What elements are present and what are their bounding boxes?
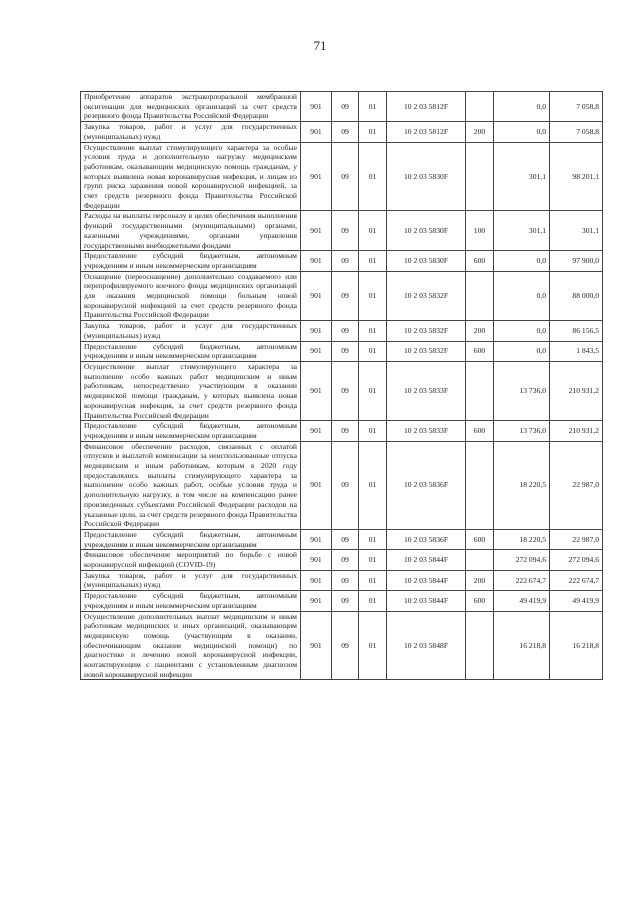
section-code: 09	[332, 361, 359, 420]
expense-type-code	[466, 611, 494, 680]
expense-type-code: 100	[466, 211, 494, 251]
table-row	[81, 361, 603, 420]
target-article-code: 10 2 03 5833F	[387, 361, 466, 420]
row-description: Финансовое обеспечение мероприятий по борьбе с новой коронавирусной инфекцией (COVID-19)	[81, 550, 301, 570]
section-code: 09	[332, 421, 359, 441]
expense-type-code: 200	[466, 570, 494, 590]
amount-2: 7 058,8	[550, 92, 603, 122]
subsection-code: 01	[359, 550, 387, 570]
expense-type-code: 600	[466, 529, 494, 549]
table-row	[81, 211, 603, 251]
amount-2: 272 094,6	[550, 550, 603, 570]
amount-1: 13 736,0	[494, 361, 550, 420]
amount-1: 0,0	[494, 92, 550, 122]
subsection-code: 01	[359, 570, 387, 590]
section-code: 09	[332, 211, 359, 251]
row-description: Предоставление субсидий бюджетным, автономным учреждениям и иным некоммерческим организациям	[81, 591, 301, 611]
amount-1: 301,1	[494, 211, 550, 251]
table-row	[81, 421, 603, 441]
target-article-code: 10 2 03 5830F	[387, 251, 466, 271]
amount-1: 16 218,8	[494, 611, 550, 680]
budget-table	[80, 91, 603, 680]
row-description: Закупка товаров, работ и услуг для государственных (муниципальных) нужд	[81, 570, 301, 590]
expense-type-code	[466, 142, 494, 211]
row-description: Закупка товаров, работ и услуг для государственных (муниципальных) нужд	[81, 122, 301, 142]
target-article-code: 10 2 03 5844F	[387, 570, 466, 590]
row-description: Расходы на выплаты персоналу в целях обеспечения выполнения функций государственными (муниципальными) органами, казенными учреждениями, органами управления государственными внебюджетными фондами	[81, 211, 301, 251]
section-code: 09	[332, 441, 359, 529]
row-description: Предоставление субсидий бюджетным, автономным учреждениям и иным некоммерческим организациям	[81, 529, 301, 549]
amount-1: 49 419,9	[494, 591, 550, 611]
amount-1: 0,0	[494, 321, 550, 341]
section-code: 09	[332, 122, 359, 142]
subsection-code: 01	[359, 341, 387, 361]
ministry-code: 901	[301, 421, 332, 441]
target-article-code: 10 2 03 5832F	[387, 321, 466, 341]
ministry-code: 901	[301, 92, 332, 122]
section-code: 09	[332, 321, 359, 341]
amount-1: 0,0	[494, 341, 550, 361]
row-description: Оснащение (переоснащение) дополнительно создаваемого или перепрофилируемого коечного фонда медицинских организаций для оказания медицинской помощи больным новой коронавирусной инфекцией за счет средств резервного фонда Правительства Российской Федерации	[81, 271, 301, 321]
table-row	[81, 441, 603, 529]
ministry-code: 901	[301, 122, 332, 142]
target-article-code: 10 2 03 5836F	[387, 529, 466, 549]
amount-1: 18 220,5	[494, 441, 550, 529]
target-article-code: 10 2 03 5844F	[387, 591, 466, 611]
ministry-code: 901	[301, 441, 332, 529]
subsection-code: 01	[359, 591, 387, 611]
amount-1: 0,0	[494, 271, 550, 321]
ministry-code: 901	[301, 361, 332, 420]
amount-1: 222 674,7	[494, 570, 550, 590]
expense-type-code: 600	[466, 341, 494, 361]
expense-type-code	[466, 92, 494, 122]
section-code: 09	[332, 251, 359, 271]
row-description: Предоставление субсидий бюджетным, автономным учреждениям и иным некоммерческим организациям	[81, 421, 301, 441]
expense-type-code	[466, 271, 494, 321]
row-description: Осуществление выплат стимулирующего характера за особые условия труда и дополнительную нагрузку медицинским работникам, оказывающим медицинскую помощь гражданам, у которых выявлена новая коронавирусная инфекция, и лицам из групп риска заражения новой коронавирусной инфекцией, за счет средств резервного фонда Правительства Российской Федерации	[81, 142, 301, 211]
row-description: Осуществление дополнительных выплат медицинским и иным работникам медицинских и иных организаций, оказывающим медицинскую помощь (участвующим в оказании, обеспечивающим оказание медицинской помощи) по диагностике и лечению новой коронавирусной инфекции, контактирующим с пациентами с установленным диагнозом новой коронавирусной инфекции	[81, 611, 301, 680]
ministry-code: 901	[301, 550, 332, 570]
target-article-code: 10 2 03 5830F	[387, 142, 466, 211]
section-code: 09	[332, 611, 359, 680]
subsection-code: 01	[359, 321, 387, 341]
amount-2: 86 156,5	[550, 321, 603, 341]
subsection-code: 01	[359, 211, 387, 251]
section-code: 09	[332, 550, 359, 570]
target-article-code: 10 2 03 5848F	[387, 611, 466, 680]
table-row	[81, 142, 603, 211]
expense-type-code	[466, 361, 494, 420]
subsection-code: 01	[359, 441, 387, 529]
amount-2: 210 931,2	[550, 361, 603, 420]
expense-type-code: 600	[466, 421, 494, 441]
row-description: Предоставление субсидий бюджетным, автономным учреждениям и иным некоммерческим организациям	[81, 251, 301, 271]
amount-1: 0,0	[494, 122, 550, 142]
section-code: 09	[332, 570, 359, 590]
expense-type-code: 200	[466, 122, 494, 142]
subsection-code: 01	[359, 122, 387, 142]
section-code: 09	[332, 341, 359, 361]
expense-type-code: 200	[466, 321, 494, 341]
target-article-code: 10 2 03 5812F	[387, 122, 466, 142]
amount-2: 301,1	[550, 211, 603, 251]
subsection-code: 01	[359, 361, 387, 420]
row-description: Осуществление выплат стимулирующего характера за выполнение особо важных работ медицинским и иным работникам, непосредственно участвующим в оказании медицинской помощи гражданам, у которых выявлена новая коронавирусная инфекция, за счет средств резервного фонда Правительства Российской Федерации	[81, 361, 301, 420]
ministry-code: 901	[301, 341, 332, 361]
target-article-code: 10 2 03 5836F	[387, 441, 466, 529]
subsection-code: 01	[359, 529, 387, 549]
page-number: 71	[313, 38, 327, 53]
ministry-code: 901	[301, 271, 332, 321]
subsection-code: 01	[359, 611, 387, 680]
ministry-code: 901	[301, 142, 332, 211]
subsection-code: 01	[359, 251, 387, 271]
target-article-code: 10 2 03 5844F	[387, 550, 466, 570]
ministry-code: 901	[301, 591, 332, 611]
table-row	[81, 591, 603, 611]
amount-2: 97 900,0	[550, 251, 603, 271]
ministry-code: 901	[301, 611, 332, 680]
table-row	[81, 92, 603, 122]
table-row	[81, 321, 603, 341]
subsection-code: 01	[359, 421, 387, 441]
ministry-code: 901	[301, 211, 332, 251]
amount-2: 7 058,8	[550, 122, 603, 142]
amount-1: 272 094,6	[494, 550, 550, 570]
amount-2: 49 419,9	[550, 591, 603, 611]
subsection-code: 01	[359, 271, 387, 321]
amount-1: 13 736,0	[494, 421, 550, 441]
amount-2: 22 987,0	[550, 529, 603, 549]
ministry-code: 901	[301, 321, 332, 341]
row-description: Приобретение аппаратов экстракорпоральной мембранной оксигенации для медицинских организаций за счет средств резервного фонда Правительства Российской Федерации	[81, 92, 301, 122]
amount-1: 0,0	[494, 251, 550, 271]
target-article-code: 10 2 03 5830F	[387, 211, 466, 251]
ministry-code: 901	[301, 529, 332, 549]
subsection-code: 01	[359, 92, 387, 122]
row-description: Предоставление субсидий бюджетным, автономным учреждениям и иным некоммерческим организациям	[81, 341, 301, 361]
target-article-code: 10 2 03 5832F	[387, 271, 466, 321]
expense-type-code	[466, 441, 494, 529]
amount-2: 88 000,0	[550, 271, 603, 321]
subsection-code: 01	[359, 142, 387, 211]
table-row	[81, 271, 603, 321]
section-code: 09	[332, 529, 359, 549]
ministry-code: 901	[301, 251, 332, 271]
table-row	[81, 529, 603, 549]
section-code: 09	[332, 142, 359, 211]
table-row	[81, 611, 603, 680]
section-code: 09	[332, 271, 359, 321]
row-description: Закупка товаров, работ и услуг для государственных (муниципальных) нужд	[81, 321, 301, 341]
target-article-code: 10 2 03 5832F	[387, 341, 466, 361]
amount-2: 210 931,2	[550, 421, 603, 441]
section-code: 09	[332, 92, 359, 122]
amount-2: 1 843,5	[550, 341, 603, 361]
table-row	[81, 251, 603, 271]
table-row	[81, 550, 603, 570]
target-article-code: 10 2 03 5812F	[387, 92, 466, 122]
expense-type-code: 600	[466, 591, 494, 611]
expense-type-code	[466, 550, 494, 570]
table-row	[81, 122, 603, 142]
amount-2: 98 201,1	[550, 142, 603, 211]
table-row	[81, 341, 603, 361]
section-code: 09	[332, 591, 359, 611]
target-article-code: 10 2 03 5833F	[387, 421, 466, 441]
amount-1: 301,1	[494, 142, 550, 211]
amount-2: 222 674,7	[550, 570, 603, 590]
row-description: Финансовое обеспечение расходов, связанных с оплатой отпусков и выплатой компенсации за неиспользованные отпуска медицинским и иным работникам, которым в 2020 году предоставлялись выплаты стимулирующего характера за выполнение особо важных работ, особые условия труда и дополнительную нагрузку, в том числе на компенсацию ранее произведенных субъектами Российской Федерации расходов на указанные цели, за счет средств резервного фонда Правительства Российской Федерации	[81, 441, 301, 529]
amount-2: 16 218,8	[550, 611, 603, 680]
expense-type-code: 600	[466, 251, 494, 271]
ministry-code: 901	[301, 570, 332, 590]
table-row	[81, 570, 603, 590]
amount-2: 22 987,0	[550, 441, 603, 529]
amount-1: 18 220,5	[494, 529, 550, 549]
